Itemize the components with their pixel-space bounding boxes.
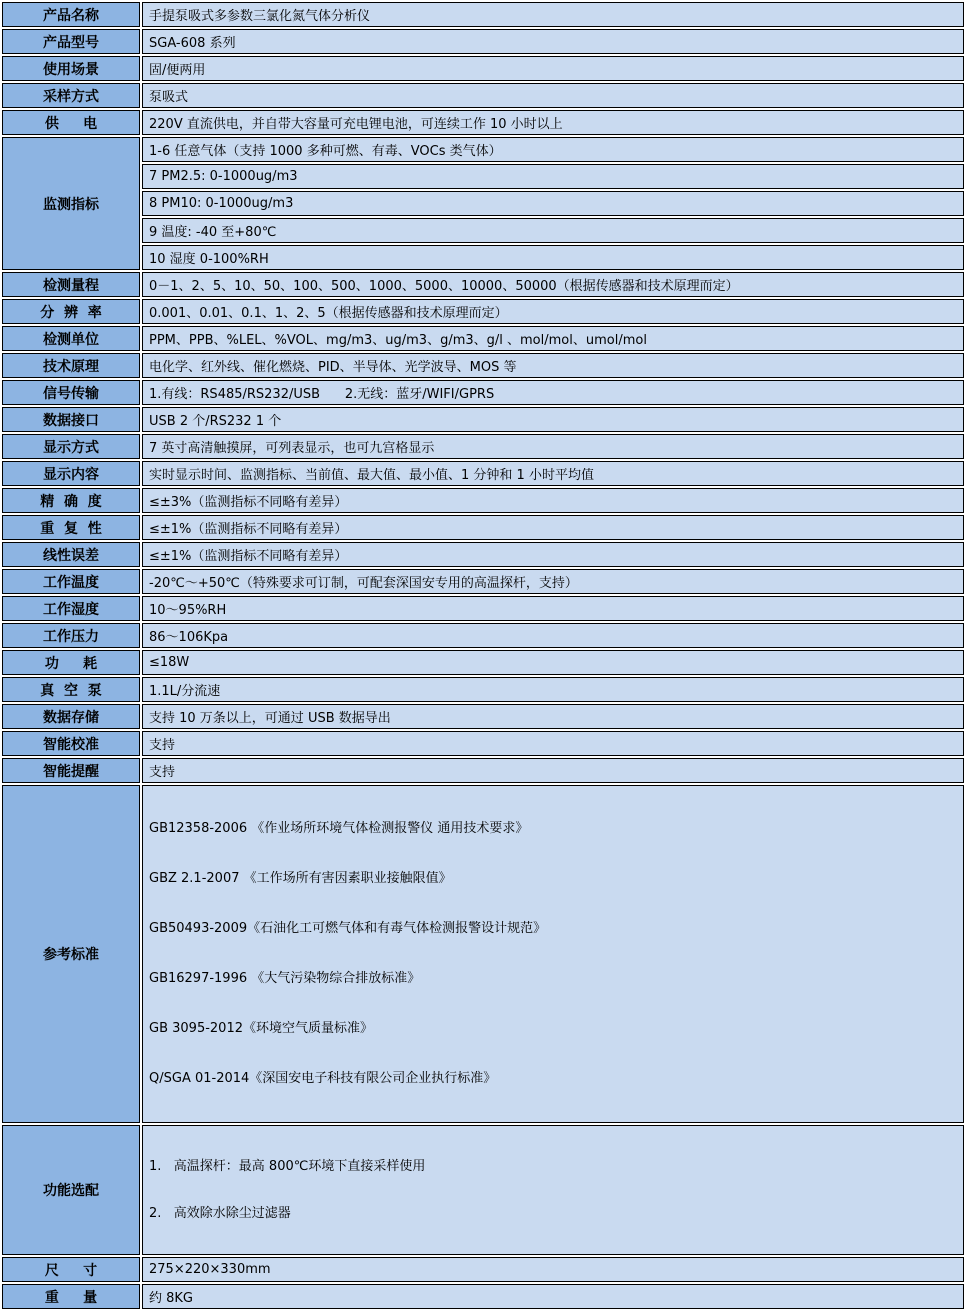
spec-label-data-storage: 数据存储	[2, 704, 140, 729]
row-power-consumption	[2, 650, 964, 675]
row-product-model	[2, 29, 964, 54]
spec-label-monitor-indicators: 监测指标	[2, 137, 140, 270]
spec-label-detection-range: 检测量程	[2, 272, 140, 297]
row-detection-range	[2, 272, 964, 297]
spec-label-resolution: 分 辨 率	[2, 299, 140, 324]
row-monitor-indicators-3	[2, 191, 964, 216]
spec-label-dimensions: 尺 寸	[2, 1257, 140, 1282]
spec-label-linearity-error: 线性误差	[2, 542, 140, 567]
spec-label-vacuum-pump: 真 空 泵	[2, 677, 140, 702]
spec-value-accuracy: ≤±3%（监测指标不同略有差异）	[142, 488, 964, 513]
row-working-temperature	[2, 569, 964, 594]
reference-standard-line: GBZ 2.1-2007 《工作场所有害因素职业接触限值》	[149, 871, 452, 886]
spec-label-usage-scene: 使用场景	[2, 56, 140, 81]
row-resolution	[2, 299, 964, 324]
row-smart-calibration	[2, 731, 964, 756]
row-linearity-error	[2, 542, 964, 567]
row-smart-reminder	[2, 758, 964, 783]
spec-value-data-interface: USB 2 个/RS232 1 个	[142, 407, 964, 432]
spec-value-vacuum-pump: 1.1L/分流速	[142, 677, 964, 702]
spec-label-working-pressure: 工作压力	[2, 623, 140, 648]
spec-value-detection-range: 0－1、2、5、10、50、100、500、1000、5000、10000、50000（根据传感器和技术原理而定）	[142, 272, 964, 297]
optional-function-line: 1. 高温探杆：最高 800℃环境下直接采样使用	[149, 1159, 426, 1174]
spec-value-product-model: SGA-608 系列	[142, 29, 964, 54]
row-data-storage	[2, 704, 964, 729]
row-usage-scene	[2, 56, 964, 81]
row-optional-functions	[2, 1125, 964, 1255]
reference-standard-line: Q/SGA 01-2014《深国安电子科技有限公司企业执行标准》	[149, 1071, 497, 1086]
row-working-pressure	[2, 623, 964, 648]
row-vacuum-pump	[2, 677, 964, 702]
spec-value-display-content: 实时显示时间、监测指标、当前值、最大值、最小值、1 分钟和 1 小时平均值	[142, 461, 964, 486]
row-detection-unit	[2, 326, 964, 351]
spec-value-working-humidity: 10～95%RH	[142, 596, 964, 621]
spec-label-display-content: 显示内容	[2, 461, 140, 486]
spec-label-technical-principle: 技术原理	[2, 353, 140, 378]
spec-label-power-consumption: 功 耗	[2, 650, 140, 675]
spec-value-signal-transmission: 1.有线：RS485/RS232/USB 2.无线：蓝牙/WIFI/GPRS	[142, 380, 964, 405]
row-product-name	[2, 2, 964, 27]
spec-value-product-name: 手提泵吸式多参数三氯化氮气体分析仪	[142, 2, 964, 27]
row-display-mode	[2, 434, 964, 459]
spec-value-linearity-error: ≤±1%（监测指标不同略有差异）	[142, 542, 964, 567]
spec-value-optional-functions	[142, 1125, 964, 1255]
spec-value-working-temperature: -20℃～+50℃（特殊要求可订制，可配套深国安专用的高温探杆，支持）	[142, 569, 964, 594]
row-signal-transmission	[2, 380, 964, 405]
reference-standard-line: GB16297-1996 《大气污染物综合排放标准》	[149, 971, 421, 986]
spec-value-weight: 约 8KG	[142, 1284, 964, 1309]
row-display-content	[2, 461, 964, 486]
spec-label-power-supply: 供 电	[2, 110, 140, 135]
row-monitor-indicators-4	[2, 218, 964, 243]
spec-value-smart-reminder: 支持	[142, 758, 964, 783]
spec-value-monitor-indicator-2: 7 PM2.5: 0-1000ug/m3	[142, 164, 964, 189]
spec-value-technical-principle: 电化学、红外线、催化燃烧、PID、半导体、光学波导、MOS 等	[142, 353, 964, 378]
row-monitor-indicators-2	[2, 164, 964, 189]
spec-value-usage-scene: 固/便两用	[142, 56, 964, 81]
row-monitor-indicators-1	[2, 137, 964, 162]
spec-value-monitor-indicator-4: 9 温度: -40 至+80℃	[142, 218, 964, 243]
spec-value-monitor-indicator-5: 10 湿度 0-100%RH	[142, 245, 964, 270]
optional-function-line: 2. 高效除水除尘过滤器	[149, 1206, 291, 1221]
row-power-supply	[2, 110, 964, 135]
spec-label-smart-calibration: 智能校准	[2, 731, 140, 756]
row-weight	[2, 1284, 964, 1309]
spec-label-optional-functions: 功能选配	[2, 1125, 140, 1255]
spec-value-power-supply: 220V 直流供电，并自带大容量可充电锂电池，可连续工作 10 小时以上	[142, 110, 964, 135]
row-monitor-indicators-5	[2, 245, 964, 270]
row-reference-standards	[2, 785, 964, 1123]
row-repeatability	[2, 515, 964, 540]
row-technical-principle	[2, 353, 964, 378]
spec-value-sampling-method: 泵吸式	[142, 83, 964, 108]
row-working-humidity	[2, 596, 964, 621]
spec-label-product-model: 产品型号	[2, 29, 140, 54]
spec-label-repeatability: 重 复 性	[2, 515, 140, 540]
spec-label-data-interface: 数据接口	[2, 407, 140, 432]
reference-standard-line: GB 3095-2012《环境空气质量标准》	[149, 1021, 373, 1036]
spec-value-monitor-indicator-3: 8 PM10: 0-1000ug/m3	[142, 191, 964, 216]
row-data-interface	[2, 407, 964, 432]
spec-value-monitor-indicator-1: 1-6 任意气体（支持 1000 多种可燃、有毒、VOCs 类气体）	[142, 137, 964, 162]
spec-label-sampling-method: 采样方式	[2, 83, 140, 108]
spec-label-weight: 重 量	[2, 1284, 140, 1309]
reference-standard-line: GB50493-2009《石油化工可燃气体和有毒气体检测报警设计规范》	[149, 921, 547, 936]
row-dimensions	[2, 1257, 964, 1282]
spec-value-data-storage: 支持 10 万条以上，可通过 USB 数据导出	[142, 704, 964, 729]
spec-value-display-mode: 7 英寸高清触摸屏，可列表显示，也可九宫格显示	[142, 434, 964, 459]
spec-value-dimensions: 275×220×330mm	[142, 1257, 964, 1282]
spec-label-detection-unit: 检测单位	[2, 326, 140, 351]
spec-label-working-humidity: 工作湿度	[2, 596, 140, 621]
reference-standard-line: GB12358-2006 《作业场所环境气体检测报警仪 通用技术要求》	[149, 821, 529, 836]
row-sampling-method	[2, 83, 964, 108]
spec-label-display-mode: 显示方式	[2, 434, 140, 459]
spec-value-detection-unit: PPM、PPB、%LEL、%VOL、mg/m3、ug/m3、g/m3、g/l 、mol/mol、umol/mol	[142, 326, 964, 351]
spec-value-reference-standards	[142, 785, 964, 1123]
spec-value-resolution: 0.001、0.01、0.1、1、2、5（根据传感器和技术原理而定）	[142, 299, 964, 324]
spec-value-working-pressure: 86～106Kpa	[142, 623, 964, 648]
spec-label-product-name: 产品名称	[2, 2, 140, 27]
spec-value-repeatability: ≤±1%（监测指标不同略有差异）	[142, 515, 964, 540]
spec-value-smart-calibration: 支持	[142, 731, 964, 756]
spec-label-working-temperature: 工作温度	[2, 569, 140, 594]
spec-label-reference-standards: 参考标准	[2, 785, 140, 1123]
spec-label-accuracy: 精 确 度	[2, 488, 140, 513]
spec-label-smart-reminder: 智能提醒	[2, 758, 140, 783]
spec-value-power-consumption: ≤18W	[142, 650, 964, 675]
row-accuracy	[2, 488, 964, 513]
spec-label-signal-transmission: 信号传输	[2, 380, 140, 405]
